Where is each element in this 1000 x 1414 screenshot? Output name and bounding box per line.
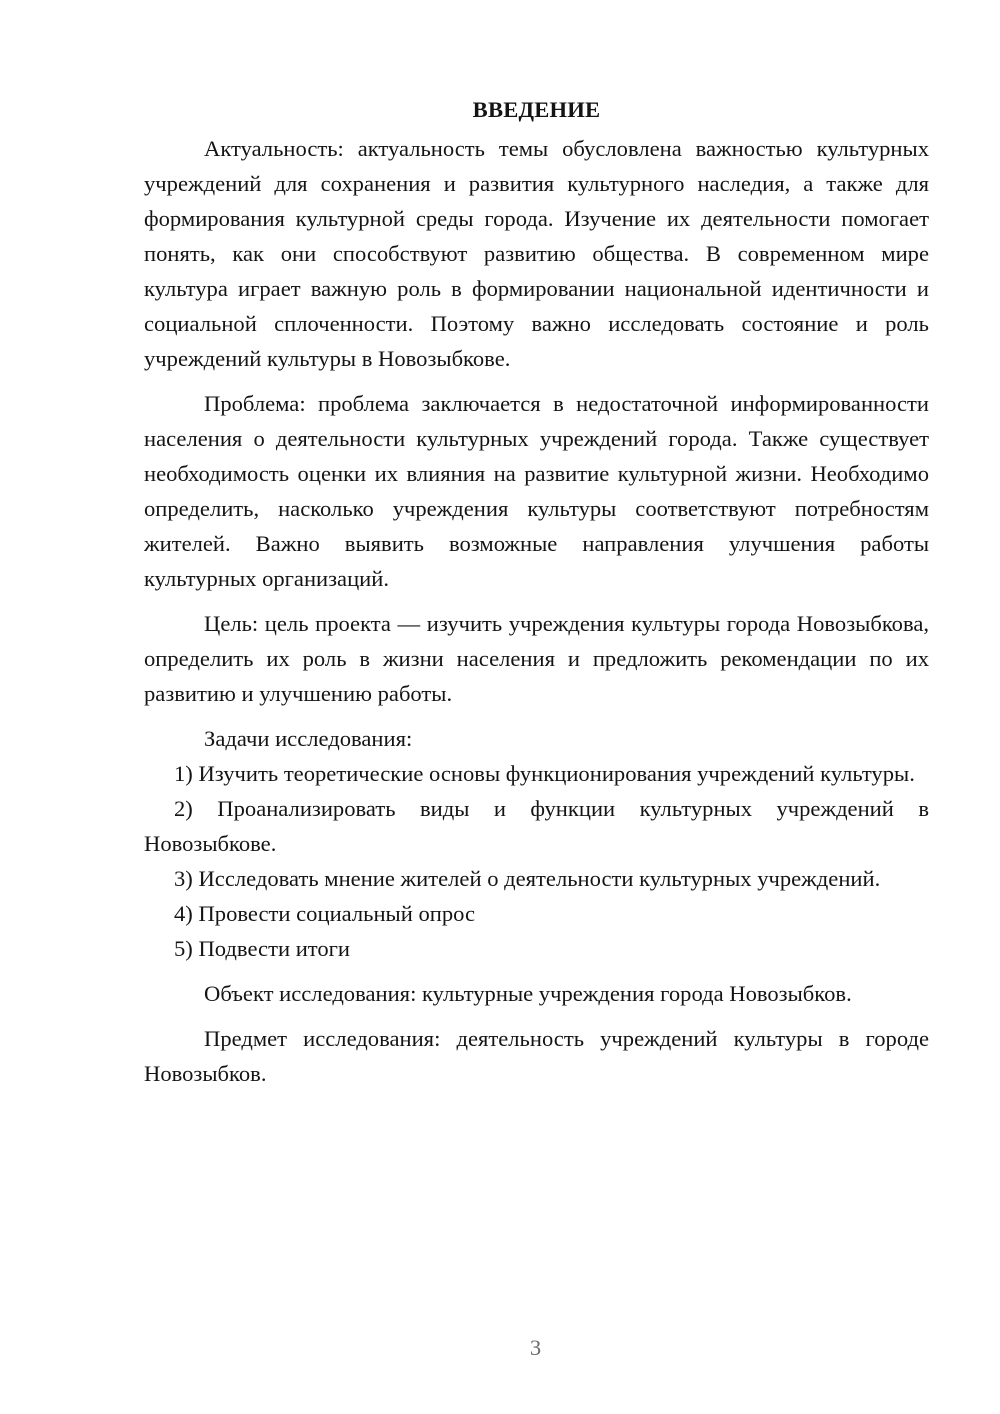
tasks-heading: Задачи исследования: (204, 726, 413, 751)
relevance-paragraph: Актуальность: актуальность темы обусловлена важностью культурных учреждений для сохранения и развития культурного наследия, а также для формирования культурной среды города. Изучение их деятельности помогает понять, как они способствуют развитию общества. В современном мире культура играет важную роль в формировании национальной идентичности и социальной сплоченности. Поэтому важно исследовать состояние и роль учреждений культуры в Новозыбкове. (144, 136, 929, 371)
task-item-5: 5) Подвести итоги (174, 936, 351, 961)
page-number: 3 (529, 1335, 542, 1360)
task-item-1: 1) Изучить теоретические основы функционирования учреждений культуры. (174, 761, 915, 786)
task-item-2: 2) Проанализировать виды и функции культурных учреждений в Новозыбкове. (144, 796, 929, 856)
document-page (144, 92, 929, 1091)
task-item-3: 3) Исследовать мнение жителей о деятельности культурных учреждений. (174, 866, 881, 891)
subject-paragraph: Предмет исследования: деятельность учреждений культуры в городе Новозыбков. (144, 1026, 929, 1086)
goal-paragraph: Цель: цель проекта — изучить учреждения культуры города Новозыбкова, определить их роль в жизни населения и предложить рекомендации по их развитию и улучшению работы. (144, 611, 929, 706)
object-paragraph: Объект исследования: культурные учреждения города Новозыбков. (204, 981, 852, 1006)
task-item-4: 4) Провести социальный опрос (174, 901, 476, 926)
section-title: ВВЕДЕНИЕ (472, 97, 601, 122)
problem-paragraph: Проблема: проблема заключается в недостаточной информированности населения о деятельности культурных учреждений города. Также существует необходимость оценки их влияния на развитие культурной жизни. Необходимо определить, насколько учреждения культуры соответствуют потребностям жителей. Важно выявить возможные направления улучшения работы культурных организаций. (144, 391, 929, 591)
